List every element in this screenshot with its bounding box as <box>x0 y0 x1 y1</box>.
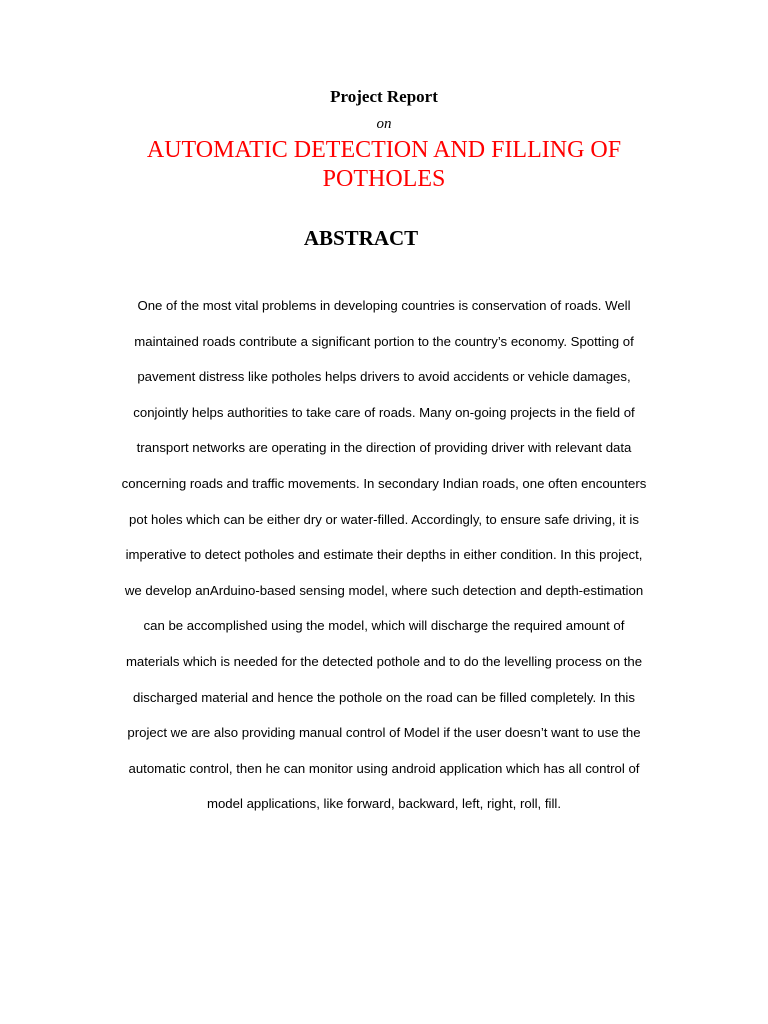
abstract-line: pavement distress like potholes helps drivers to avoid accidents or vehicle damages, <box>137 369 631 385</box>
abstract-line: can be accomplished using the model, which will discharge the required amount of <box>143 618 625 634</box>
abstract-line: One of the most vital problems in developing countries is conservation of roads. Well <box>137 298 631 313</box>
abstract-line: materials which is needed for the detected pothole and to do the levelling process on the <box>125 653 643 669</box>
abstract-line: transport networks are operating in the direction of providing driver with relevant data <box>136 440 632 456</box>
abstract-line: discharged material and hence the pothole on the road can be filled completely. In this <box>133 689 635 705</box>
document-title: AUTOMATIC DETECTION AND FILLING OF POTHOLES <box>146 137 622 192</box>
abstract-heading: ABSTRACT <box>303 226 419 250</box>
abstract-body <box>96 288 672 822</box>
abstract-line: concerning roads and traffic movements. In secondary Indian roads, one often encounters <box>121 475 647 491</box>
on-label: on <box>376 116 392 132</box>
abstract-line: model applications, like forward, backward, left, right, roll, fill. <box>206 796 561 812</box>
abstract-line: imperative to detect potholes and estimate their depths in either condition. In this project, <box>125 547 643 563</box>
abstract-line: we develop anArduino-based sensing model, where such detection and depth-estimation <box>124 582 644 598</box>
abstract-line: maintained roads contribute a significant portion to the country’s economy. Spotting of <box>134 333 634 349</box>
report-label: Project Report <box>330 87 438 106</box>
abstract-line: conjointly helps authorities to take care of roads. Many on-going projects in the field of <box>133 404 635 420</box>
abstract-line: pot holes which can be either dry or water-filled. Accordingly, to ensure safe driving, it is <box>129 511 639 527</box>
abstract-line: project we are also providing manual control of Model if the user doesn’t want to use the <box>127 725 641 741</box>
abstract-line: automatic control, then he can monitor using android application which has all control of <box>128 760 640 776</box>
